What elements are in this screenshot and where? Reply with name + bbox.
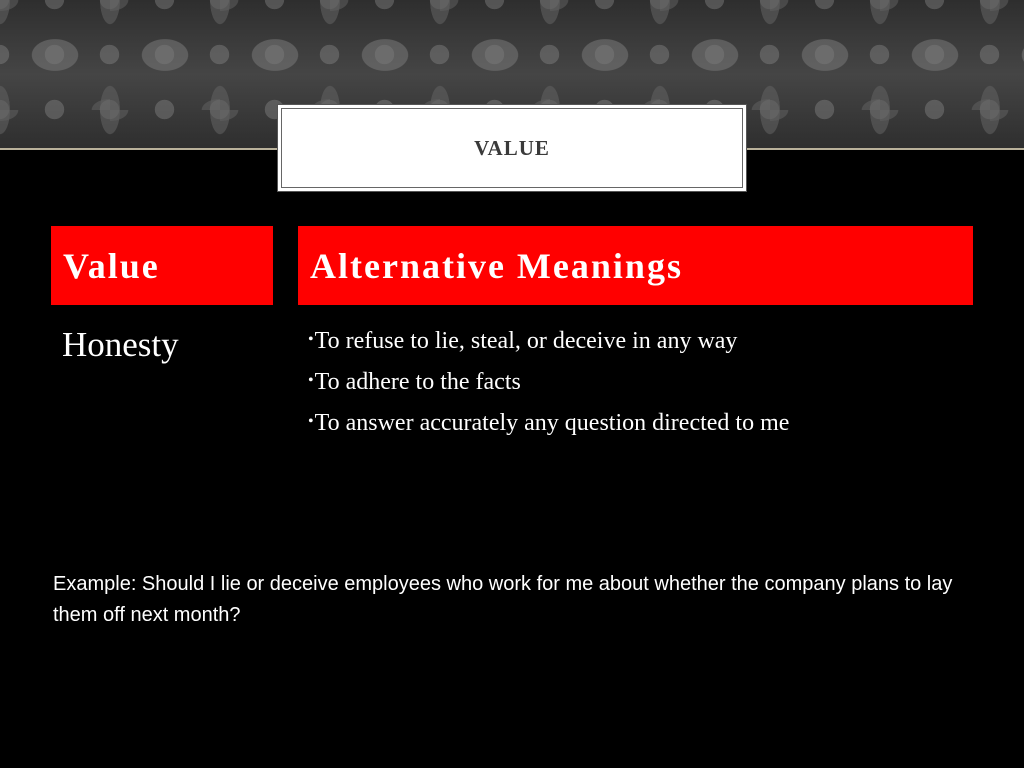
list-item xyxy=(308,402,789,443)
table-header-meanings-label: Alternative Meanings xyxy=(310,245,683,286)
bullet-icon: • xyxy=(308,413,314,430)
meaning-text: To answer accurately any question directed to me xyxy=(314,410,790,436)
example-text: Example: Should I lie or deceive employees who work for me about whether the company plans to lay them off next month? xyxy=(53,573,953,626)
table-cell-value: Honesty xyxy=(62,325,179,364)
list-item xyxy=(308,320,789,361)
bullet-icon: • xyxy=(308,331,314,348)
table-header-meanings xyxy=(298,226,973,305)
meanings-list xyxy=(308,320,789,443)
meaning-text: To refuse to lie, steal, or deceive in any way xyxy=(314,328,738,354)
meaning-text: To adhere to the facts xyxy=(314,369,521,395)
table-header-value-label: Value xyxy=(63,245,160,286)
slide-title: VALUE xyxy=(474,135,550,160)
bullet-icon: • xyxy=(308,372,314,389)
title-box xyxy=(277,104,747,192)
table-header-value xyxy=(51,226,273,305)
list-item xyxy=(308,361,789,402)
title-box-frame xyxy=(281,108,743,188)
